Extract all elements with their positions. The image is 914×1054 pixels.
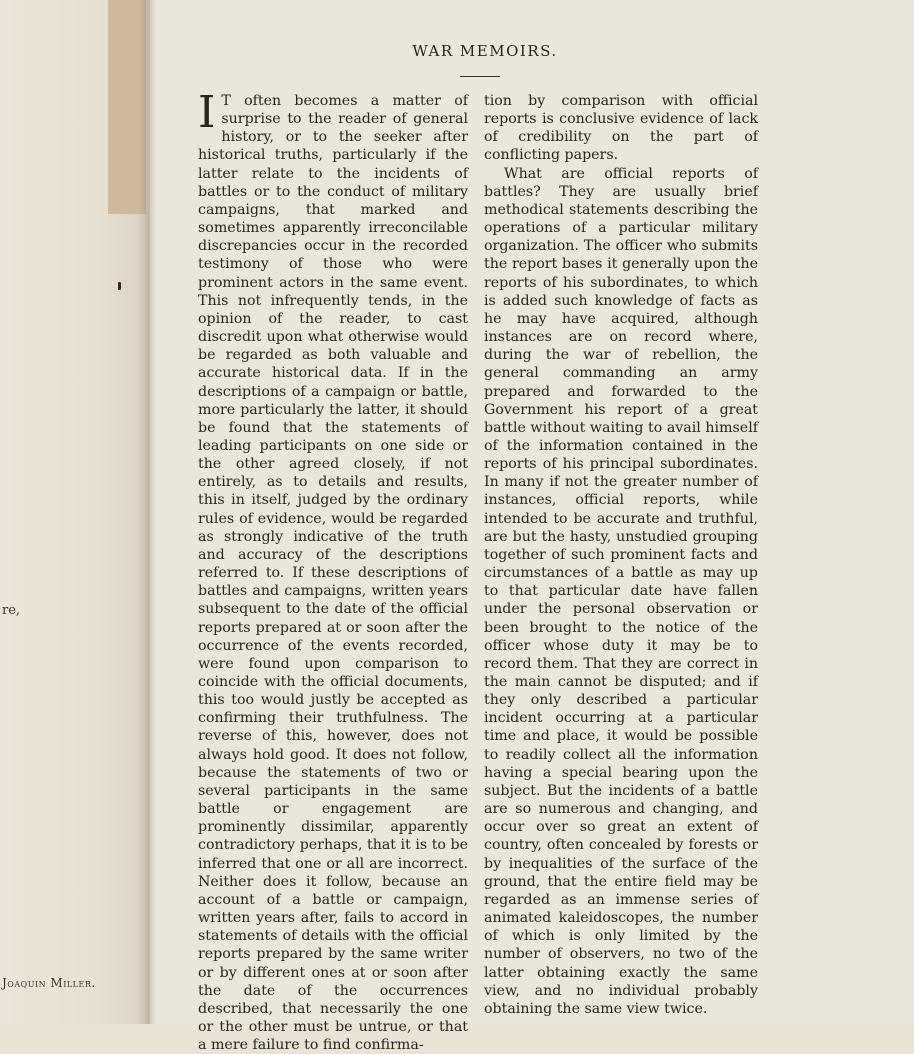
running-title: WAR MEMOIRS. xyxy=(412,42,558,60)
right-paragraph-2: What are official reports of battles? They are usually brief methodical statements describing the operations of a particular military organization. The officer who submits the report bases it generally upon the reports of his subordinates, to which is added such knowledge of facts as he may have acquired, although instances are on record where, during the war of rebellion, the general commanding an army prepared and forwarded to the Government his report of a great battle without waiting to avail himself of the information contained in the reports of his principal subordinates. In many if not the greater number of instances, official reports, while intended to be accurate and truthful, are but the hasty, unstudied grouping together of such prominent facts and circumstances of a battle as may up to that particular date have fallen under the personal observation or been brought to the notice of the officer whose duty it may be to record them. That they are correct in the main cannot be disputed; and if they only described a particular incident occurring at a particular time and place, it would be possible to readily collect all the information having a special bearing upon the subject. But the incidents of a battle are so numerous and changing, and occur over so great an extent of country, often concealed by forests or by inequalities of the surface of the ground, that the entire field may be regarded as an immense series of animated kaleidoscopes, the number of which is only limited by the number of observers, no two of the latter obtaining exactly the same view, and no individual probably obtaining the same view twice. xyxy=(484,165,758,1017)
left-page-fragment: re, xyxy=(2,603,21,618)
drop-cap: I xyxy=(198,87,216,138)
left-paragraph xyxy=(198,87,468,1054)
ink-mark xyxy=(118,282,121,290)
title-rule xyxy=(460,76,500,77)
column-left xyxy=(198,87,468,1054)
left-column-text: T often becomes a matter of surprise to the reader of general history, or to the seeker after historical truths, particularly if the latter relate to the incidents of battles or to the conduct of military campaigns, that marked and sometimes apparently irreconcilable discrepancies occur in the recorded testimony of those who were prominent actors in the same event. This not infrequently tends, in the opinion of the reader, to cast discredit upon what otherwise would be regarded as both valuable and accurate historical data. If in the descriptions of a campaign or battle, more particularly the latter, it should be found that the statements of leading participants on one side or the other agreed closely, if not entirely, as to details and results, this in itself, judged by the ordinary rules of evidence, would be regarded as strongly indicative of the truth and accuracy of the descriptions referred to. If these descriptions of battles and campaigns, written years subsequent to the date of the official reports prepared at or soon after the occurrence of the events recorded, were found upon comparison to coincide with the official documents, this too would justly be accepted as confirming their truthfulness. The reverse of this, however, does not always hold good. It does not follow, because the statements of two or several participants in the same battle or engagement are prominently dissimilar, apparently contradictory perhaps, that it is to be inferred that one or all are incorrect. Neither does it follow, because an account of a battle or campaign, written years after, fails to accord in statements of details with the official reports prepared by the same writer or by different ones at or soon after the date of the occurrences described, that necessarily the one or the other must be untrue, or that a mere failure to find confirma- xyxy=(198,93,468,1054)
left-page-author: Joaquin Miller. xyxy=(2,976,96,990)
book-gutter xyxy=(138,0,156,1024)
right-paragraph-1: tion by comparison with official reports is conclusive evidence of lack of credibility on the part of conflicting papers. xyxy=(484,93,758,164)
column-right xyxy=(484,92,758,1018)
